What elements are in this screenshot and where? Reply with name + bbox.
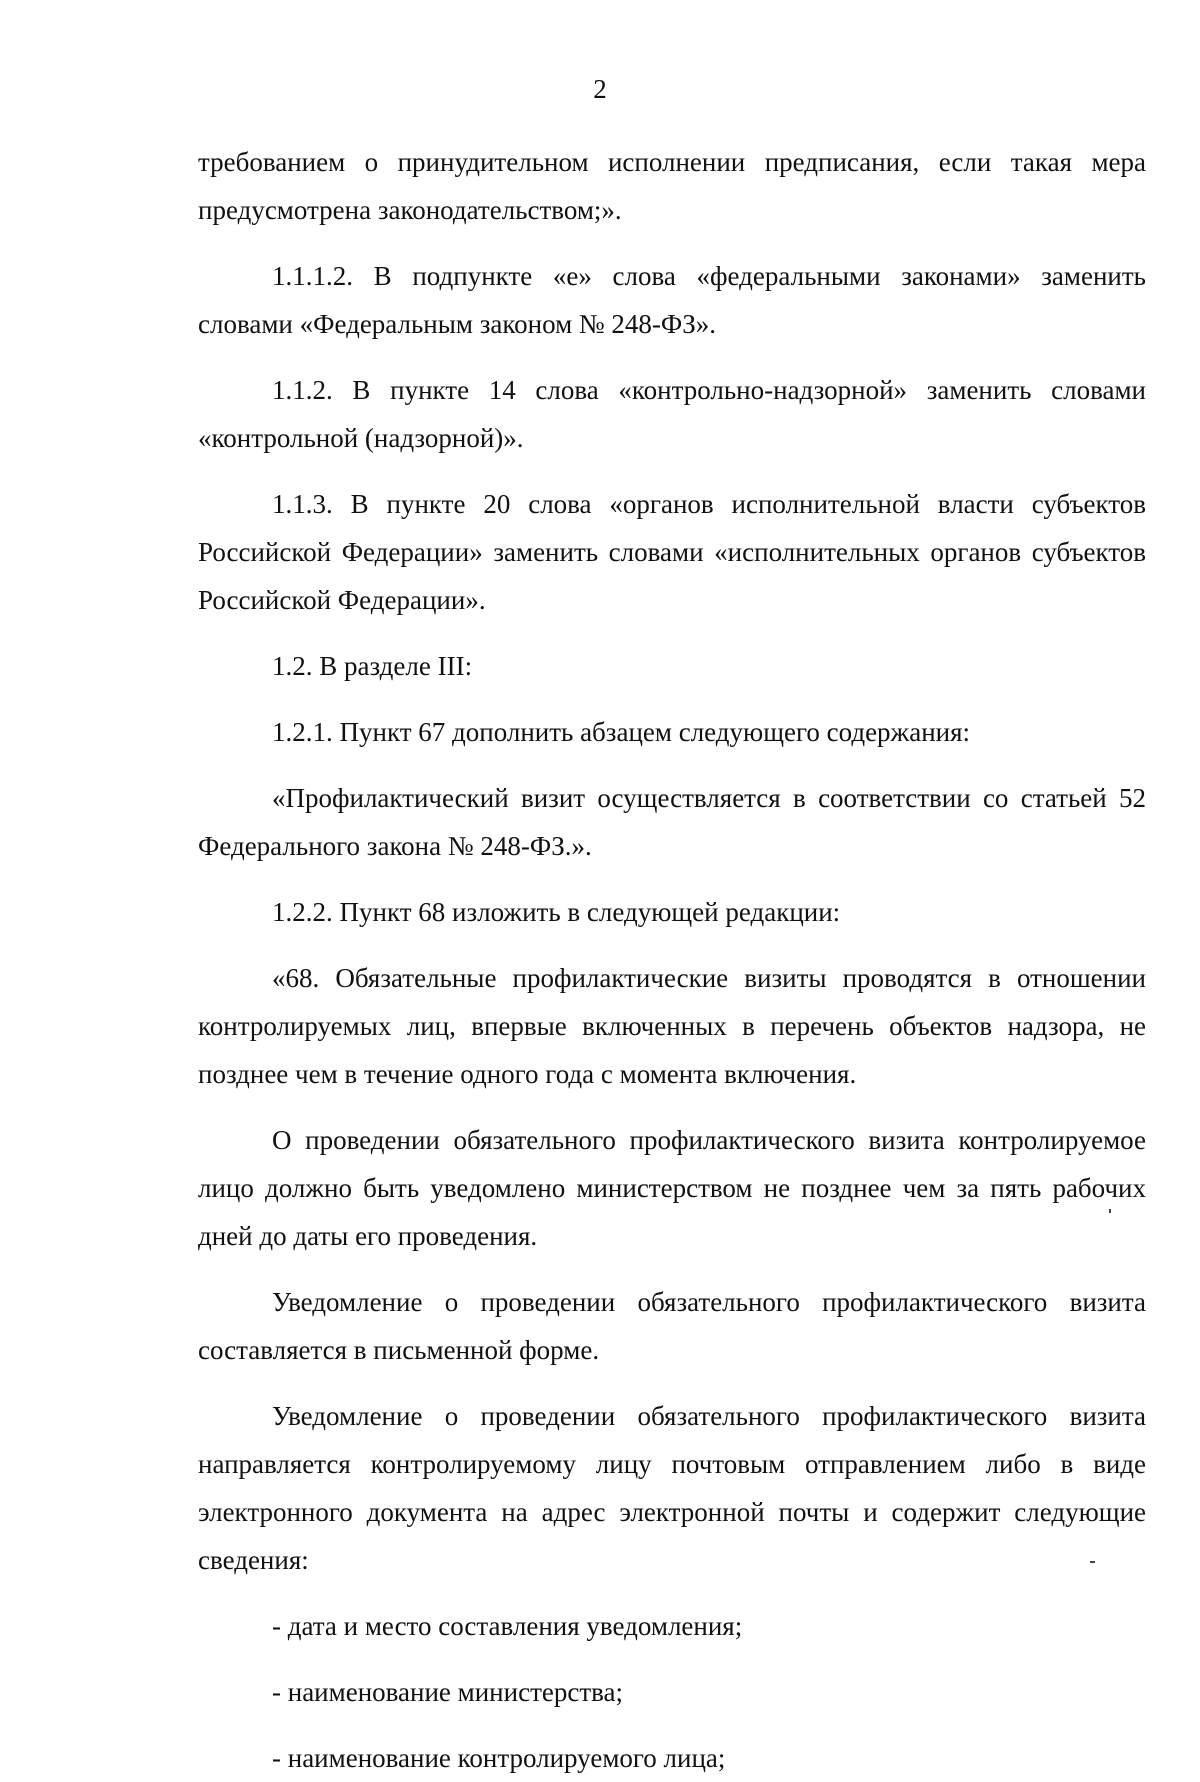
paragraph-1-2: 1.2. В разделе III:: [272, 651, 473, 681]
list-item-ministry-name: - наименование министерства;: [272, 1677, 624, 1707]
page-number: 2: [593, 74, 607, 104]
paragraph-notification-deadline: О проведении обязательного профилактического визита контролируемое лицо должно быть уведомлено министерством не позднее чем за пять рабочих дней до даты его проведения.: [198, 1125, 1146, 1251]
paragraph-1-1-3: 1.1.3. В пункте 20 слова «органов исполнительной власти субъектов Российской Федерации» заменить словами «исполнительных органов субъектов Российской Федерации».: [198, 489, 1146, 615]
paragraph-1-2-1: 1.2.1. Пункт 67 дополнить абзацем следующего содержания:: [272, 717, 971, 747]
scan-artifact: [1109, 1209, 1111, 1213]
paragraph-1-1-2: 1.1.2. В пункте 14 слова «контрольно-надзорной» заменить словами «контрольной (надзорной)».: [198, 375, 1146, 453]
paragraph-1-1-1-2: 1.1.1.2. В подпункте «е» слова «федеральными законами» заменить словами «Федеральным законом № 248-ФЗ».: [198, 261, 1146, 339]
scan-artifact: [1090, 1561, 1095, 1563]
paragraph-quote-visit: «Профилактический визит осуществляется в соответствии со статьей 52 Федерального закона № 248-ФЗ.».: [198, 783, 1146, 861]
document-body: [198, 138, 1146, 1782]
paragraph-68: «68. Обязательные профилактические визиты проводятся в отношении контролируемых лиц, впервые включенных в перечень объектов надзора, не позднее чем в течение одного года с момента включения.: [198, 963, 1146, 1089]
list-item-controlled-person-name: - наименование контролируемого лица;: [272, 1743, 726, 1773]
paragraph-notification-delivery: Уведомление о проведении обязательного профилактического визита направляется контролируемому лицу почтовым отправлением либо в виде электронного документа на адрес электронной почты и содержит следующие сведения:: [198, 1401, 1146, 1575]
paragraph-notification-form: Уведомление о проведении обязательного профилактического визита составляется в письменной форме.: [198, 1287, 1146, 1365]
paragraph-1-2-2: 1.2.2. Пункт 68 изложить в следующей редакции:: [272, 897, 841, 927]
list-item-date-place: - дата и место составления уведомления;: [272, 1611, 743, 1641]
paragraph-continuation: требованием о принудительном исполнении предписания, если такая мера предусмотрена законодательством;».: [198, 147, 1146, 225]
